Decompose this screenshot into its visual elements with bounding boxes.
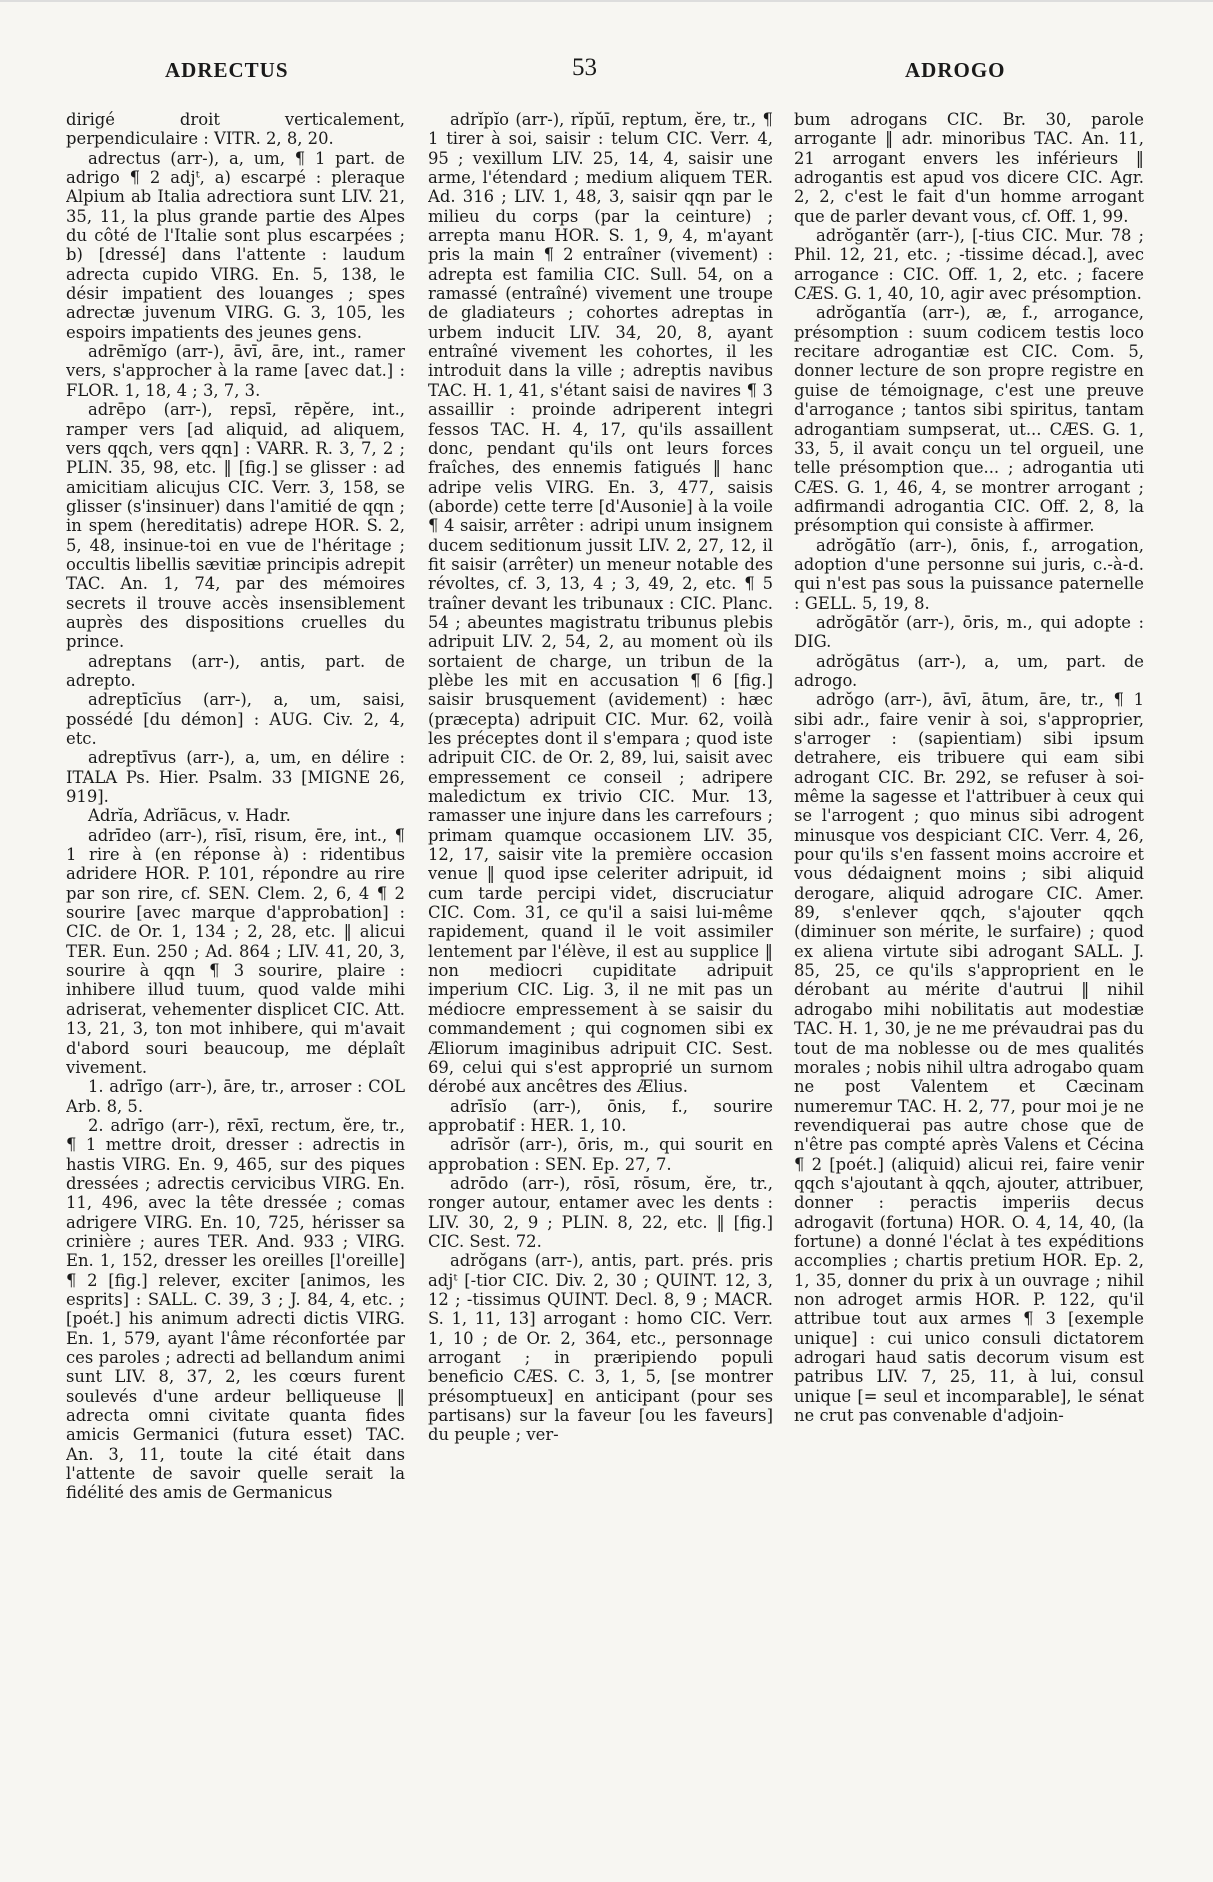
- dictionary-entry: adrēpo (arr-), repsī, rēpĕre, int., ramper vers [ad aliquid, ad aliquem, vers qqch, vers qqn] : VARR. R. 3, 7, 2 ; PLIN. 35, 98, etc. ‖ [fig.] se glisser : ad amicitiam alicujus CIC. Verr. 3, 158, se glisser (s'insinuer) dans l'amitié de qqn ; in spem (hereditatis) adrepe HOR. S. 2, 5, 48, insinue-toi en vue de l'héritage ; occultis libellis sævitiæ principis adrepit TAC. An. 1, 74, par des mémoires secrets il trouve accès insensiblement auprès des dispositions cruelles du prince.: [66, 400, 405, 652]
- dictionary-entry: adrĭpĭo (arr-), rĭpŭī, reptum, ĕre, tr., ¶ 1 tirer à soi, saisir : telum CIC. Verr. 4, 95 ; vexillum LIV. 25, 14, 4, saisir une arme, l'étendard ; medium aliquem TER. Ad. 316 ; LIV. 1, 48, 3, saisir qqn par le milieu du corps (par la ceinture) ; arrepta manu HOR. S. 1, 9, 4, m'ayant pris la main ¶ 2 entraîner (vivement) : adrepta est familia CIC. Sull. 54, on a ramassé (entraîné) vivement une troupe de gladiateurs ; cohortes adreptas in urbem inducit LIV. 34, 20, 8, ayant entraîné vivement les cohortes, il les introduit dans la ville ; adreptis navibus TAC. H. 1, 41, s'étant saisi de navires ¶ 3 assaillir : proinde adriperent integri fessos TAC. H. 4, 17, qu'ils assaillent donc, pendant qu'ils ont leurs forces fraîches, des ennemis fatigués ‖ hanc adripe velis VIRG. En. 3, 477, saisis (aborde) cette terre [d'Ausonie] à la voile ¶ 4 saisir, arrêter : adripi unum insignem ducem seditionum jussit LIV. 2, 27, 12, il fit saisir (arrêter) un meneur notable des révoltes, cf. 3, 13, 4 ; 3, 49, 2, etc. ¶ 5 traîner devant les tribunaux : CIC. Planc. 54 ; abeuntes magistratu tribunus plebis adripuit LIV. 2, 54, 2, au moment où ils sortaient de charge, un tribun de la plèbe les mit en accusation ¶ 6 [fig.] saisir brusquement (avidement) : hæc (præcepta) adripuit CIC. Mur. 62, voilà les préceptes dont il s'empara ; quod iste adripuit CIC. de Or. 2, 89, lui, saisit avec empressement ce conseil ; adripere maledictum ex trivio CIC. Mur. 13, ramasser une injure dans les carrefours ; primam quamque occasionem LIV. 35, 12, 17, saisir vite la première occasion venue ‖ quod ipse celeriter adripuit, id cum tarde percipi videt, discruciatur CIC. Com. 31, ce qu'il a saisi lui-même rapidement, quand il le voit assimiler lentement par l'élève, il est au supplice ‖ non mediocri cupiditate adripuit imperium CIC. Lig. 3, il ne mit pas un médiocre empressement à se saisir du commandement ; qui cognomen sibi ex Æliorum imaginibus adripuit CIC. Sest. 69, celui qui s'est approprié un surnom dérobé aux ancêtres des Ælius.: [428, 110, 773, 1097]
- right-guide-word: ADROGO: [905, 58, 1006, 82]
- dictionary-entry: adrŏgo (arr-), āvī, ātum, āre, tr., ¶ 1 sibi adr., faire venir à soi, s'approprier, s'arroger : (sapientiam) sibi ipsum detrahere, eis tribuere qui eam sibi adrogant CIC. Br. 292, se refuser à soi-même la sagesse et l'attribuer à ceux qui se l'arrogent ; quo minus sibi adrogent minusque vos despiciant CIC. Verr. 4, 26, pour qu'ils s'en fassent moins accroire et vous dédaignent moins ; sibi aliquid derogare, aliquid adrogare CIC. Amer. 89, s'enlever qqch, s'ajouter qqch (diminuer son mérite, le surfaire) ; quod ex aliena virtute sibi adrogant SALL. J. 85, 25, ce qu'ils s'approprient en le dérobant au mérite d'autrui ‖ nihil adrogabo mihi nobilitatis aut modestiæ TAC. H. 1, 30, je ne me prévaudrai pas du tout de ma noblesse ou de mes qualités morales ; nobis nihil ultra adrogabo quam ne post Valentem et Cæcinam numeremur TAC. H. 2, 77, pour moi je ne revendiquerai pas autre chose que de n'être pas compté après Valens et Cécina ¶ 2 [poét.] (aliquid) alicui rei, faire venir qqch s'ajoutant à qqch, ajouter, attribuer, donner : peractis imperiis decus adrogavit (fortuna) HOR. O. 4, 14, 40, (la fortune) a donné l'éclat à tes expéditions accomplies ; chartis pretium HOR. Ep. 2, 1, 35, donner du prix à un ouvrage ; nihil non adroget armis HOR. P. 122, qu'il attribue tout aux armes ¶ 3 [exemple unique] : cui unico consuli dictatorem adrogari haud satis decorum visum est patribus LIV. 7, 25, 11, à lui, consul unique [= seul et incomparable], le sénat ne crut pas convenable d'adjoin-: [794, 690, 1144, 1426]
- dictionary-entry: adreptīvus (arr-), a, um, en délire : ITALA Ps. Hier. Psalm. 33 [MIGNE 26, 919].: [66, 748, 405, 807]
- top-edge-line: [0, 0, 1213, 2]
- dictionary-entry: adrŏgantĕr (arr-), [-tius CIC. Mur. 78 ; Phil. 12, 21, etc. ; -tissime décad.], avec arrogance : CIC. Off. 1, 2, etc. ; facere CÆS. G. 1, 40, 10, agir avec présomption.: [794, 226, 1144, 304]
- dictionary-entry: dirigé droit verticalement, perpendiculaire : VITR. 2, 8, 20.: [66, 110, 405, 149]
- column-left: [66, 110, 405, 1870]
- dictionary-entry: adrīdeo (arr-), rīsī, risum, ēre, int., ¶ 1 rire à (en réponse à) : ridentibus adridere HOR. P. 101, répondre au rire par son rire, cf. SEN. Clem. 2, 6, 4 ¶ 2 sourire [avec marque d'approbation] : CIC. de Or. 1, 134 ; 2, 28, etc. ‖ alicui TER. Eun. 250 ; Ad. 864 ; LIV. 41, 20, 3, sourire à qqn ¶ 3 sourire, plaire : inhibere illud tuum, quod valde mihi adriserat, vehementer displicet CIC. Att. 13, 21, 3, ton mot inhibere, qui m'avait d'abord souri beaucoup, me déplaît vivement.: [66, 825, 405, 1077]
- dictionary-entry: adreptīcĭus (arr-), a, um, saisi, possédé [du démon] : AUG. Civ. 2, 4, etc.: [66, 690, 405, 748]
- dictionary-entry: adrŏgantĭa (arr-), æ, f., arrogance, présomption : suum codicem testis loco recitare adrogantiæ est CIC. Com. 5, donner lecture de son propre registre en guise de témoignage, c'est une preuve d'arrogance ; tantos sibi spiritus, tantam adrogantiam sumpserat, ut... CÆS. G. 1, 33, 5, il avait conçu un tel orgueil, une telle présomption que... ; adrogantia uti CÆS. G. 1, 46, 4, se montrer arrogant ; adfirmandi adrogantia CIC. Off. 2, 8, la présomption qui consiste à affirmer.: [794, 303, 1144, 536]
- page-number: 53: [572, 54, 597, 81]
- column-right: [794, 110, 1144, 1870]
- dictionary-entry: adrēmĭgo (arr-), āvī, āre, int., ramer vers, s'approcher à la rame [avec dat.] : FLOR. 1, 18, 4 ; 3, 7, 3.: [66, 342, 405, 400]
- dictionary-entry: bum adrogans CIC. Br. 30, parole arrogante ‖ adr. minoribus TAC. An. 11, 21 arrogant envers les inférieurs ‖ adrogantis est apud vos dicere CIC. Agr. 2, 2, c'est le fait d'un homme arrogant que de parler devant vous, cf. Off. 1, 99.: [794, 110, 1144, 226]
- dictionary-entry: adrīsĭo (arr-), ōnis, f., sourire approbatif : HER. 1, 10.: [428, 1096, 773, 1135]
- dictionary-entry: 2. adrīgo (arr-), rēxī, rectum, ĕre, tr., ¶ 1 mettre droit, dresser : adrectis in hastis VIRG. En. 9, 465, sur des piques dressées ; adrectis cervicibus VIRG. En. 11, 496, avec la tête dressée ; comas adrigere VIRG. En. 10, 725, hérisser sa crinière ; aures TER. And. 933 ; VIRG. En. 1, 152, dresser les oreilles [l'oreille] ¶ 2 [fig.] relever, exciter [animos, les esprits] : SALL. C. 39, 3 ; J. 84, 4, etc. ; [poét.] his animum adrecti dictis VIRG. En. 1, 579, ayant l'âme réconfortée par ces paroles ; adrecti ad bellandum animi sunt LIV. 8, 37, 2, les cœurs furent soulevés d'une ardeur belliqueuse ‖ adrecta omni civitate quanta fides amicis Germanici (futura esset) TAC. An. 3, 11, toute la cité était dans l'attente de savoir quelle serait la fidélité des amis de Germanicus: [66, 1115, 405, 1503]
- dictionary-entry: adrectus (arr-), a, um, ¶ 1 part. de adrigo ¶ 2 adjᵗ, a) escarpé : pleraque Alpium ab Italia adrectiora sunt LIV. 21, 35, 11, la plus grande partie des Alpes du côté de l'Italie sont plus escarpées ; b) [dressé] dans l'attente : laudum adrecta cupido VIRG. En. 5, 138, le désir impatient des louanges ; spes adrectæ juvenum VIRG. G. 3, 105, les espoirs impatients des jeunes gens.: [66, 148, 405, 342]
- dictionary-entry: adrŏgātus (arr-), a, um, part. de adrogo.: [794, 651, 1144, 690]
- dictionary-entry: adrŏgans (arr-), antis, part. prés. pris adjᵗ [-tior CIC. Div. 2, 30 ; QUINT. 12, 3, 12 ; -tissimus QUINT. Decl. 8, 9 ; MACR. S. 1, 11, 13] arrogant : homo CIC. Verr. 1, 10 ; de Or. 2, 364, etc., personnage arrogant ; in præripiendo populi beneficio CÆS. C. 3, 1, 5, [se montrer présomptueux] en anticipant (pour ses partisans) sur la faveur [ou les faveurs] du peuple ; ver-: [428, 1251, 773, 1445]
- column-middle: [428, 110, 773, 1870]
- dictionary-entry: adrīsŏr (arr-), ōris, m., qui sourit en approbation : SEN. Ep. 27, 7.: [428, 1135, 773, 1174]
- dictionary-entry: adreptans (arr-), antis, part. de adrepto.: [66, 651, 405, 690]
- dictionary-entry: adrōdo (arr-), rōsī, rōsum, ĕre, tr., ronger autour, entamer avec les dents : LIV. 30, 2, 9 ; PLIN. 8, 22, etc. ‖ [fig.] CIC. Sest. 72.: [428, 1173, 773, 1251]
- dictionary-entry: adrŏgātŏr (arr-), ōris, m., qui adopte : DIG.: [794, 612, 1144, 652]
- dictionary-entry: Adrĭa, Adrĭācus, v. Hadr.: [88, 806, 291, 826]
- page-header: [0, 50, 1213, 90]
- dictionary-entry: adrŏgātĭo (arr-), ōnis, f., arrogation, adoption d'une personne sui juris, c.-à-d. qui n'est pas sous la puissance paternelle : GELL. 5, 19, 8.: [794, 535, 1144, 613]
- dictionary-entry: 1. adrīgo (arr-), āre, tr., arroser : COL Arb. 8, 5.: [66, 1077, 405, 1116]
- left-guide-word: ADRECTUS: [165, 58, 289, 82]
